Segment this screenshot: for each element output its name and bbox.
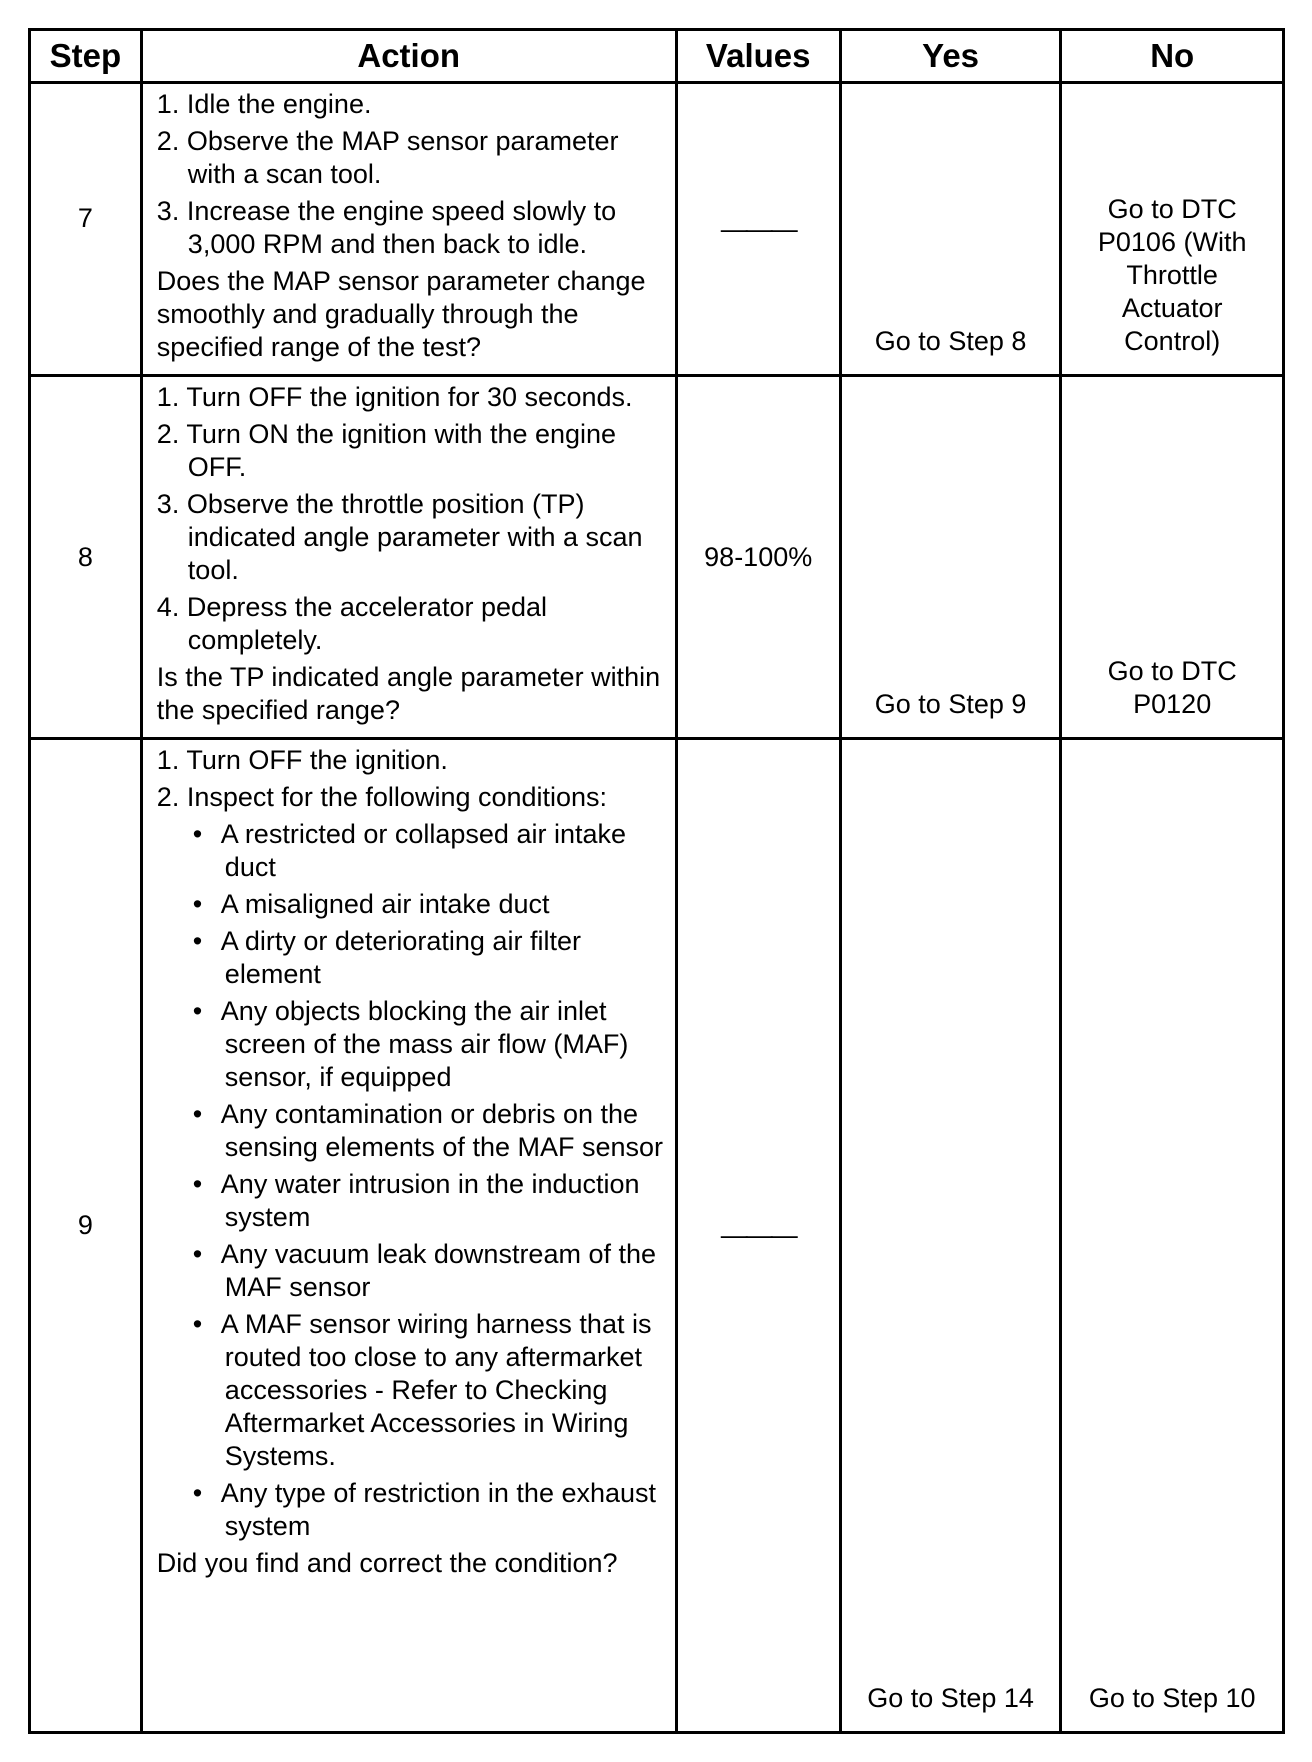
action-question: Does the MAP sensor parameter change smoothly and gradually through the specified range of the test? (156, 266, 646, 362)
condition-text: Any objects blocking the air inlet screen of the mass air flow (MAF) sensor, if equipped (220, 996, 629, 1092)
header-row (30, 30, 1284, 83)
condition-text: A MAF sensor wiring harness that is routed too close to any aftermarket accessories - Refer to Checking Aftermarket Accessories in Wiring Systems. (220, 1309, 652, 1471)
condition-item (157, 888, 665, 921)
condition-text: Any type of restriction in the exhaust system (220, 1478, 657, 1541)
no-cell (1061, 739, 1284, 1733)
condition-item (157, 1477, 665, 1543)
condition-text: A dirty or deteriorating air filter element (220, 926, 581, 989)
bullet-icon: • (192, 889, 203, 919)
step-number (30, 739, 142, 1733)
condition-text: Any vacuum leak downstream of the MAF sensor (220, 1239, 657, 1302)
header-yes: Yes (840, 30, 1061, 83)
step-row-7 (30, 83, 1284, 376)
action-question: Did you find and correct the condition? (156, 1548, 618, 1578)
condition-item (157, 925, 665, 991)
action-item: 2. Inspect for the following conditions: (156, 782, 608, 812)
step-number-text: 7 (77, 202, 93, 233)
condition-text: Any contamination or debris on the sensing elements of the MAF sensor (220, 1099, 664, 1162)
bullet-icon: • (192, 1099, 203, 1129)
action-item: 2. Observe the MAP sensor parameter with a scan tool. (156, 126, 619, 189)
header-no: No (1061, 30, 1284, 83)
action-item: 3. Observe the throttle position (TP) indicated angle parameter with a scan tool. (156, 489, 643, 585)
step-number (30, 83, 142, 376)
condition-text: Any water intrusion in the induction system (220, 1169, 640, 1232)
values-text: 98-100% (704, 541, 813, 572)
header-values: Values (676, 30, 840, 83)
no-cell (1061, 376, 1284, 739)
values-text: ——— (720, 213, 796, 244)
action-item: 1. Turn OFF the ignition for 30 seconds. (156, 382, 633, 412)
condition-item (157, 1308, 665, 1473)
action-cell (141, 376, 676, 739)
values-cell (676, 83, 840, 376)
condition-text: A misaligned air intake duct (220, 889, 550, 919)
step-number-text: 8 (77, 541, 93, 572)
bullet-icon: • (192, 1309, 203, 1339)
action-cell (141, 83, 676, 376)
action-cell (141, 739, 676, 1733)
bullet-icon: • (192, 1169, 203, 1199)
no-text: Go to Step 10 (1088, 1683, 1256, 1713)
step-row-8 (30, 376, 1284, 739)
step-number (30, 376, 142, 739)
action-item: 1. Turn OFF the ignition. (156, 745, 448, 775)
condition-item (157, 995, 665, 1094)
yes-cell (840, 739, 1061, 1733)
condition-text: A restricted or collapsed air intake duct (220, 819, 626, 882)
no-text: Go to DTC P0106 (With Throttle Actuator Control) (1097, 194, 1247, 356)
action-item: 4. Depress the accelerator pedal completely. (156, 592, 548, 655)
no-cell (1061, 83, 1284, 376)
header-step: Step (30, 30, 142, 83)
diagnostic-table (28, 28, 1285, 1734)
no-text: Go to DTC P0120 (1107, 656, 1237, 719)
condition-item (157, 1238, 665, 1304)
yes-cell (840, 376, 1061, 739)
header-action: Action (141, 30, 676, 83)
bullet-icon: • (192, 926, 203, 956)
action-item: 1. Idle the engine. (156, 89, 372, 119)
values-cell (676, 739, 840, 1733)
values-cell (676, 376, 840, 739)
action-item: 2. Turn ON the ignition with the engine OFF. (156, 419, 617, 482)
yes-text: Go to Step 14 (867, 1683, 1034, 1713)
condition-item (157, 818, 665, 884)
condition-item (157, 1168, 665, 1234)
bullet-icon: • (192, 819, 203, 849)
bullet-icon: • (192, 1239, 203, 1269)
yes-text: Go to Step 8 (874, 326, 1027, 356)
step-row-9 (30, 739, 1284, 1733)
bullet-icon: • (192, 996, 203, 1026)
values-text: ——— (720, 1220, 796, 1250)
action-item: 3. Increase the engine speed slowly to 3,000 RPM and then back to idle. (156, 196, 617, 259)
step-number-text: 9 (77, 1210, 93, 1240)
yes-cell (840, 83, 1061, 376)
bullet-icon: • (192, 1478, 203, 1508)
action-question: Is the TP indicated angle parameter within the specified range? (156, 662, 661, 725)
condition-item (157, 1098, 665, 1164)
yes-text: Go to Step 9 (874, 689, 1027, 719)
